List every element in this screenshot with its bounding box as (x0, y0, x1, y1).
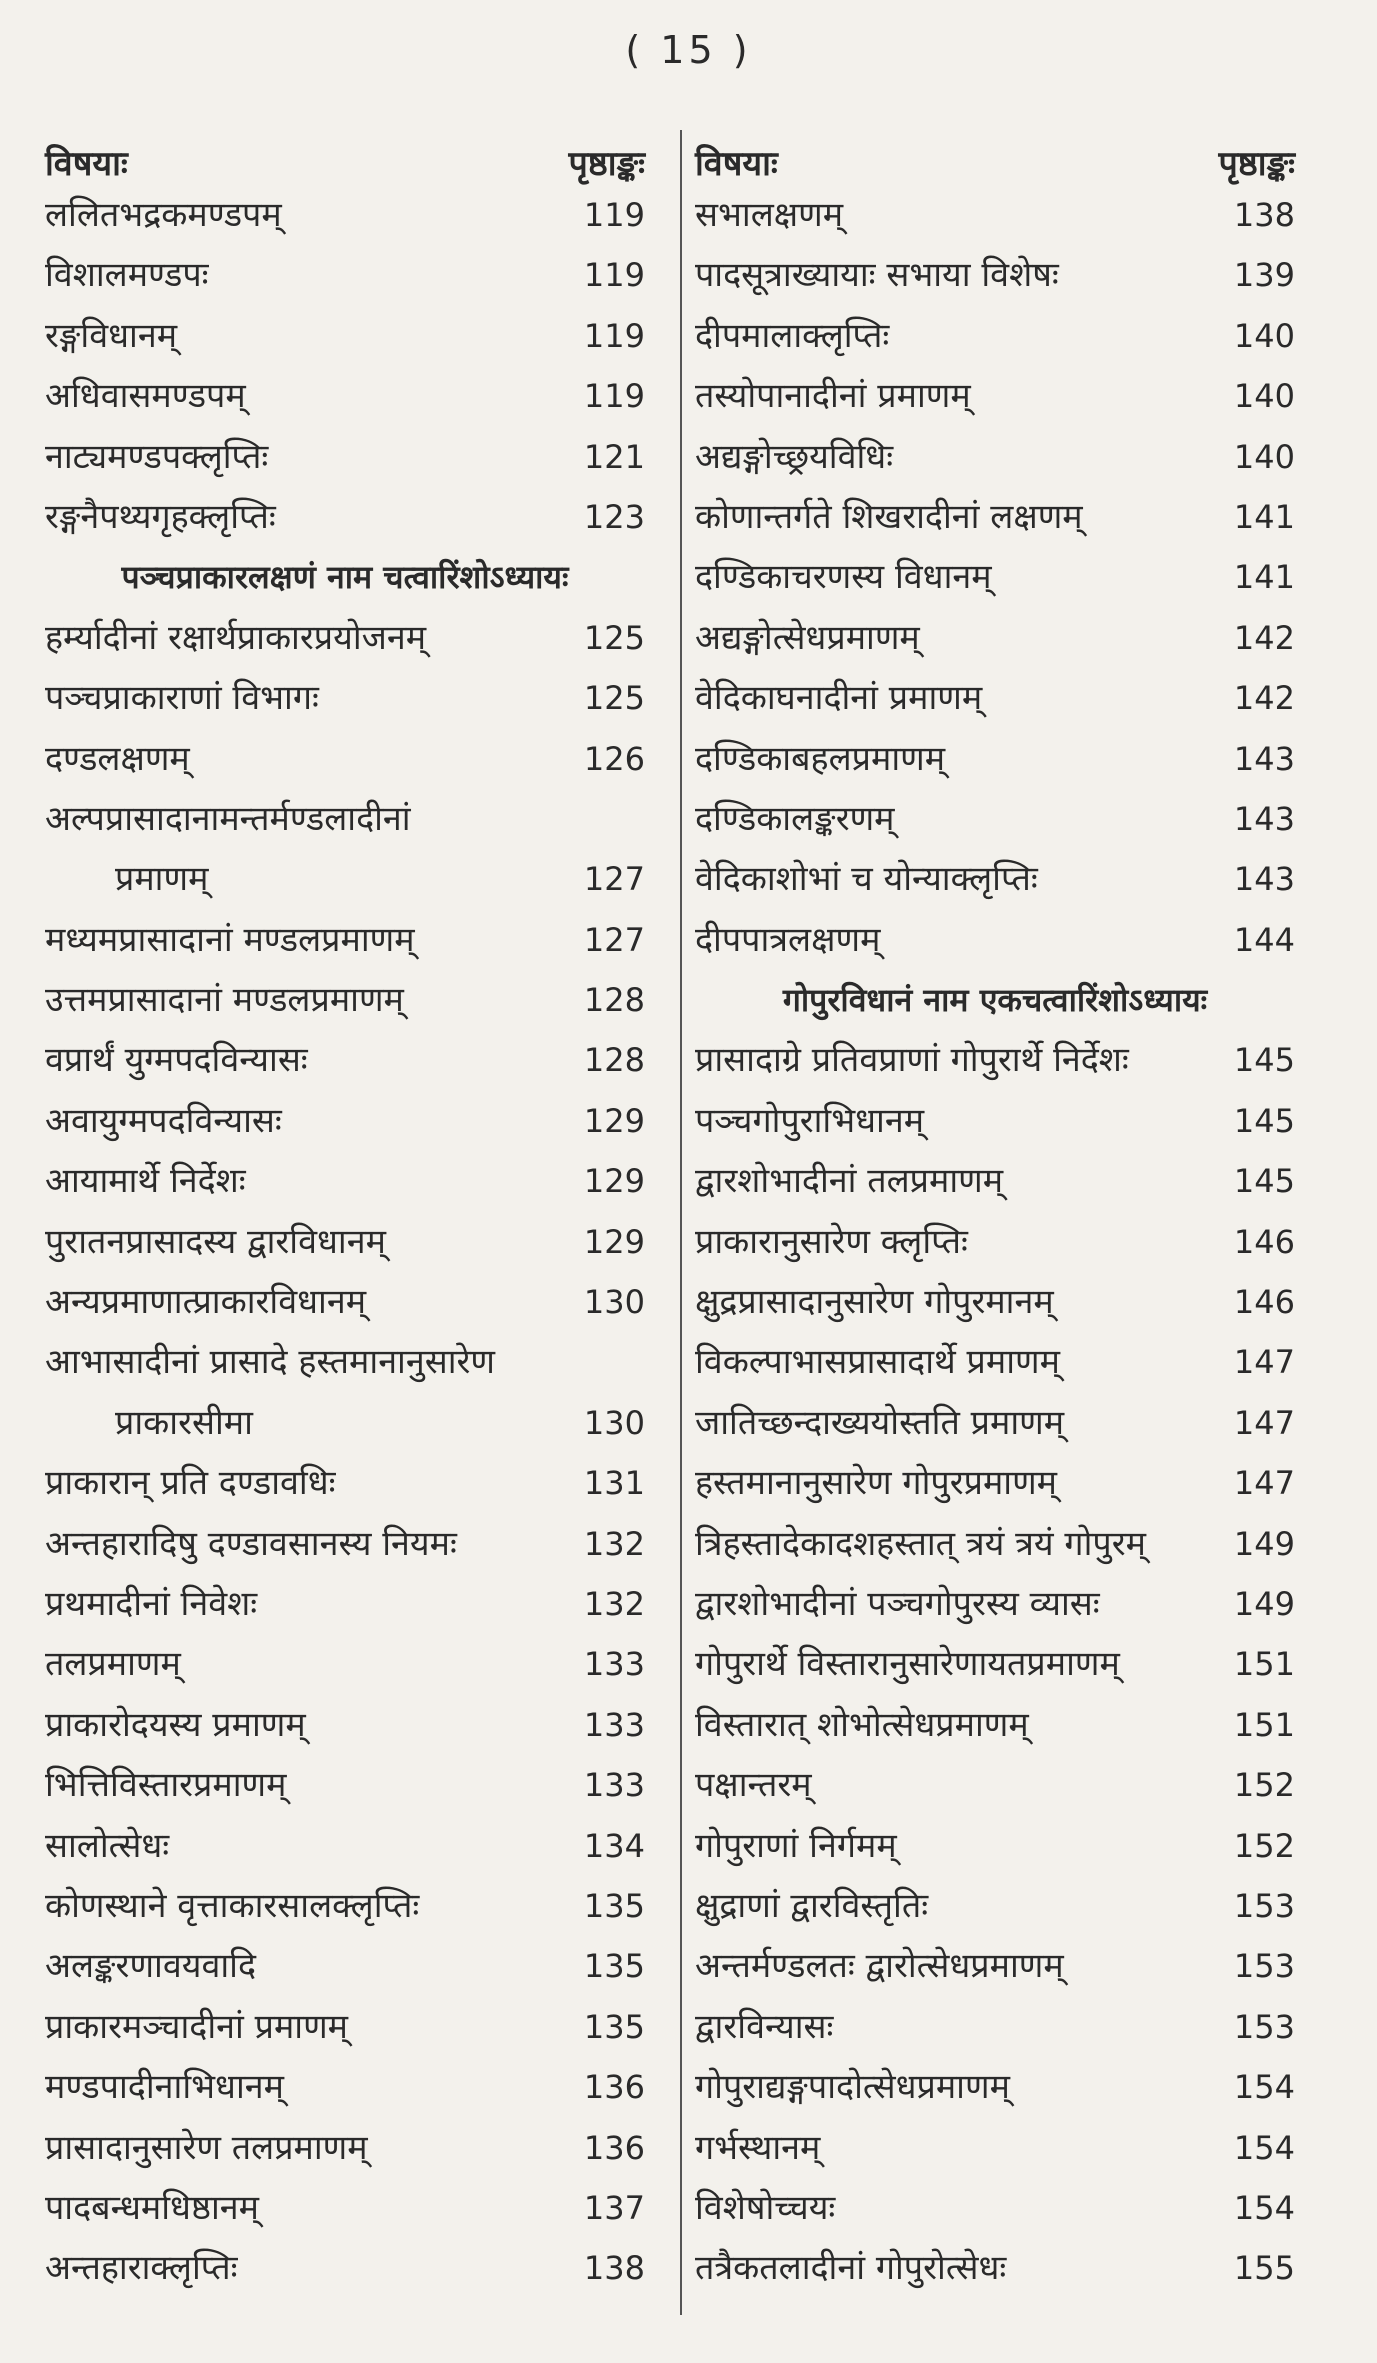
toc-entry (45, 1151, 645, 1211)
entry-title: प्राकारसीमा (115, 1402, 253, 1443)
entry-page-number: 136 (583, 2128, 645, 2167)
entry-page-number: 119 (583, 316, 645, 355)
entry-page-number: 119 (583, 256, 645, 295)
toc-entry (45, 1695, 645, 1755)
entry-title: अवायुग्मपदविन्यासः (45, 1100, 282, 1141)
entry-title: अन्तहाराक्लृप्तिः (45, 2248, 238, 2289)
entry-title: सभालक्षणम् (695, 195, 844, 235)
toc-entry (45, 970, 645, 1030)
toc-entry (695, 1151, 1295, 1211)
toc-entry (45, 1393, 645, 1453)
toc-entry (695, 487, 1295, 547)
entry-title: पञ्चगोपुराभिधानम् (695, 1100, 925, 1141)
entry-page-number: 119 (583, 196, 645, 234)
toc-entry (45, 1212, 645, 1272)
entry-title: अद्यङ्गोच्छ्रयविधिः (695, 436, 894, 477)
toc-entry (695, 245, 1295, 305)
entry-title: गोपुराणां निर्गमम् (695, 1825, 897, 1866)
toc-entry (45, 1816, 645, 1876)
entry-page-number: 147 (1233, 1403, 1295, 1442)
entry-title: तत्रैकतलादीनां गोपुरोत्सेधः (695, 2248, 1007, 2289)
entry-page-number: 138 (1233, 196, 1295, 234)
toc-entry (695, 2178, 1295, 2238)
entry-title: अद्यङ्गोत्सेधप्रमाणम् (695, 617, 920, 658)
toc-entry (45, 2238, 645, 2298)
toc-entry (695, 1816, 1295, 1876)
toc-entry (45, 366, 645, 426)
entry-page-number: 133 (583, 1705, 645, 1744)
entry-page-number: 129 (583, 1101, 645, 1140)
toc-entry (695, 306, 1295, 366)
entry-title: गोपुरार्थे विस्तारानुसारेणायतप्रमाणम् (695, 1644, 1120, 1685)
entry-page-number: 149 (1233, 1524, 1295, 1563)
toc-entry (695, 1030, 1295, 1090)
toc-entry (695, 1212, 1295, 1272)
toc-entry (695, 1936, 1295, 1996)
toc-entry (695, 2238, 1295, 2298)
entry-title: वेदिकाघनादीनां प्रमाणम् (695, 678, 983, 719)
entry-page-number: 153 (1233, 2007, 1295, 2046)
entry-title: अन्तर्मण्डलतः द्वारोत्सेधप्रमाणम् (695, 1946, 1064, 1987)
page-heading: पृष्ठाङ्कः (568, 144, 645, 184)
entry-page-number: 132 (583, 1524, 645, 1563)
entry-title: दीपमालाक्लृप्तिः (695, 315, 890, 356)
entry-page-number: 154 (1233, 2188, 1295, 2227)
toc-entry (695, 1514, 1295, 1574)
entry-title: गर्भस्थानम् (695, 2127, 821, 2168)
left-entries (45, 185, 645, 2299)
entry-page-number: 123 (583, 497, 645, 536)
entry-title: दण्डिकाबहलप्रमाणम् (695, 738, 946, 779)
entry-title: तलप्रमाणम् (45, 1644, 181, 1685)
entry-page-number: 130 (583, 1403, 645, 1442)
entry-page-number: 119 (583, 377, 645, 416)
entry-page-number: 143 (1233, 799, 1295, 838)
entry-page-number: 125 (583, 679, 645, 718)
toc-entry (45, 1634, 645, 1694)
entry-title: प्रथमादीनां निवेशः (45, 1583, 258, 1624)
entry-title: दण्डिकालङ्करणम् (695, 798, 895, 839)
entry-title: प्राकारोदयस्य प्रमाणम् (45, 1704, 306, 1745)
toc-entry (695, 1695, 1295, 1755)
entry-page-number: 141 (1233, 558, 1295, 597)
entry-title: प्रमाणम् (115, 859, 209, 900)
toc-entry (45, 487, 645, 547)
entry-page-number: 125 (583, 618, 645, 657)
entry-page-number: 152 (1233, 1766, 1295, 1805)
entry-title: मध्यमप्रासादानां मण्डलप्रमाणम् (45, 919, 415, 960)
toc-entry (45, 789, 645, 849)
entry-title: वप्रार्थं युग्मपदविन्यासः (45, 1040, 308, 1081)
entry-title: अन्तहारादिषु दण्डावसानस्य नियमः (45, 1523, 457, 1564)
entry-title: मण्डपादीनाभिधानम् (45, 2067, 284, 2108)
toc-entry (695, 185, 1295, 245)
entry-page-number: 153 (1233, 1886, 1295, 1925)
entry-title: द्वारशोभादीनां पञ्चगोपुरस्य व्यासः (695, 1583, 1100, 1624)
toc-entry (695, 1393, 1295, 1453)
chapter-heading (695, 970, 1295, 1030)
entry-page-number: 127 (583, 860, 645, 899)
entry-page-number: 143 (1233, 860, 1295, 899)
entry-title: आयामार्थे निर्देशः (45, 1161, 246, 1202)
entry-title: कोणान्तर्गते शिखरादीनां लक्षणम् (695, 496, 1083, 537)
entry-title: पञ्चप्राकाराणां विभागः (45, 678, 319, 719)
entry-title: तस्योपानादीनां प्रमाणम् (695, 376, 971, 417)
entry-title: क्षुद्रप्रासादानुसारेण गोपुरमानम् (695, 1282, 1054, 1323)
toc-entry (695, 1453, 1295, 1513)
toc-entry (695, 1876, 1295, 1936)
entry-page-number: 128 (583, 1041, 645, 1080)
entry-page-number: 154 (1233, 2068, 1295, 2107)
toc-entry (695, 366, 1295, 426)
entry-page-number: 147 (1233, 1464, 1295, 1503)
entry-title: सालोत्सेधः (45, 1825, 170, 1866)
toc-entry (45, 729, 645, 789)
entry-title: द्वारशोभादीनां तलप्रमाणम् (695, 1161, 1004, 1202)
entry-page-number: 145 (1233, 1041, 1295, 1080)
entry-title: प्राकारान् प्रति दण्डावधिः (45, 1463, 336, 1504)
toc-entry (45, 245, 645, 305)
entry-page-number: 147 (1233, 1343, 1295, 1382)
toc-entry (45, 306, 645, 366)
entry-title: प्रासादानुसारेण तलप्रमाणम् (45, 2127, 368, 2168)
entry-page-number: 130 (583, 1283, 645, 1322)
toc-entry (45, 1272, 645, 1332)
toc-entry (695, 1755, 1295, 1815)
toc-entry (45, 668, 645, 728)
toc-entry (695, 789, 1295, 849)
toc-entry (695, 427, 1295, 487)
toc-entry (45, 2178, 645, 2238)
toc-entry (695, 910, 1295, 970)
toc-entry (695, 729, 1295, 789)
entry-title: पुरातनप्रासादस्य द्वारविधानम् (45, 1221, 386, 1262)
entry-page-number: 135 (583, 1886, 645, 1925)
entry-title: आभासादीनां प्रासादे हस्तमानानुसारेण (45, 1342, 496, 1383)
entry-title: वेदिकाशोभां च योन्याक्लृप्तिः (695, 859, 1038, 900)
left-column (45, 133, 645, 2318)
toc-entry (695, 1091, 1295, 1151)
toc-entry (45, 185, 645, 245)
right-entries (695, 185, 1295, 2299)
toc-entry (695, 608, 1295, 668)
entry-page-number: 149 (1233, 1584, 1295, 1623)
entry-page-number: 138 (583, 2249, 645, 2288)
entry-page-number: 135 (583, 2007, 645, 2046)
entry-page-number: 140 (1233, 377, 1295, 416)
entry-page-number: 140 (1233, 316, 1295, 355)
entry-title: विशेषोच्चयः (695, 2187, 836, 2228)
chapter-title: गोपुरविधानं नाम एकचत्वारिंशोऽध्यायः (782, 981, 1208, 1020)
entry-title: प्राकारानुसारेण क्लृप्तिः (695, 1221, 968, 1262)
entry-page-number: 126 (583, 739, 645, 778)
entry-page-number: 132 (583, 1584, 645, 1623)
entry-title: प्राकारमञ्चादीनां प्रमाणम् (45, 2006, 349, 2047)
toc-entry (695, 1332, 1295, 1392)
entry-title: विशालमण्डपः (45, 255, 209, 296)
entry-title: दण्डलक्षणम् (45, 738, 190, 779)
entry-title: अल्पप्रासादानामन्तर्मण्डलादीनां (45, 798, 411, 839)
entry-title: नाट्यमण्डपक्लृप्तिः (45, 436, 269, 477)
entry-page-number: 151 (1233, 1705, 1295, 1744)
entry-title: रङ्गनैपथ्यगृहक्लृप्तिः (45, 496, 276, 537)
entry-page-number: 129 (583, 1162, 645, 1201)
entry-page-number: 128 (583, 981, 645, 1020)
entry-title: पक्षान्तरम् (695, 1765, 812, 1806)
right-column (695, 133, 1295, 2318)
entry-page-number: 155 (1233, 2249, 1295, 2288)
toc-entry (45, 1030, 645, 1090)
entry-title: विस्तारात् शोभोत्सेधप्रमाणम् (695, 1704, 1029, 1745)
toc-entry (45, 1876, 645, 1936)
entry-page-number: 142 (1233, 679, 1295, 718)
toc-entry (45, 1091, 645, 1151)
toc-entry (45, 1453, 645, 1513)
toc-entry (45, 849, 645, 909)
entry-title: द्वारविन्यासः (695, 2006, 834, 2047)
entry-title: अलङ्करणावयवादि (45, 1946, 257, 1987)
subject-heading: विषयाः (695, 144, 778, 184)
entry-page-number: 144 (1233, 920, 1295, 959)
right-header (695, 133, 1295, 185)
toc-entry (45, 1332, 645, 1392)
entry-title: दण्डिकाचरणस्य विधानम् (695, 557, 992, 598)
toc-entry (45, 608, 645, 668)
chapter-heading (45, 547, 645, 607)
entry-title: जातिच्छन्दाख्ययोस्तति प्रमाणम् (695, 1402, 1065, 1443)
entry-page-number: 143 (1233, 739, 1295, 778)
toc-entry (695, 2057, 1295, 2117)
toc-entry (695, 1272, 1295, 1332)
entry-title: पादबन्धमधिष्ठानम् (45, 2187, 259, 2228)
chapter-title: पञ्चप्राकारलक्षणं नाम चत्वारिंशोऽध्यायः (121, 558, 569, 597)
entry-title: गोपुराद्यङ्गपादोत्सेधप्रमाणम् (695, 2067, 1010, 2108)
toc-entry (45, 2057, 645, 2117)
entry-page-number: 136 (583, 2068, 645, 2107)
toc-entry (45, 2118, 645, 2178)
subject-heading: विषयाः (45, 144, 128, 184)
entry-page-number: 146 (1233, 1283, 1295, 1322)
entry-title: दीपपात्रलक्षणम् (695, 919, 881, 960)
entry-page-number: 145 (1233, 1101, 1295, 1140)
toc-entry (695, 1574, 1295, 1634)
entry-page-number: 135 (583, 1947, 645, 1986)
entry-title: भित्तिविस्तारप्रमाणम् (45, 1765, 287, 1806)
entry-title: क्षुद्राणां द्वारविस्तृतिः (695, 1885, 929, 1926)
toc-entry (45, 1936, 645, 1996)
page-number: ( 15 ) (625, 28, 752, 72)
entry-page-number: 121 (583, 437, 645, 476)
entry-page-number: 151 (1233, 1645, 1295, 1684)
entry-page-number: 131 (583, 1464, 645, 1503)
entry-page-number: 140 (1233, 437, 1295, 476)
toc-entry (45, 1755, 645, 1815)
toc-entry (695, 849, 1295, 909)
entry-page-number: 146 (1233, 1222, 1295, 1261)
toc-entry (695, 1997, 1295, 2057)
entry-page-number: 133 (583, 1645, 645, 1684)
entry-title: कोणस्थाने वृत्ताकारसालक्लृप्तिः (45, 1885, 420, 1926)
toc-entry (695, 2118, 1295, 2178)
entry-page-number: 153 (1233, 1947, 1295, 1986)
toc-entry (695, 1634, 1295, 1694)
toc-entry (45, 910, 645, 970)
entry-page-number: 133 (583, 1766, 645, 1805)
entry-title: अन्यप्रमाणात्प्राकारविधानम् (45, 1282, 367, 1323)
entry-page-number: 154 (1233, 2128, 1295, 2167)
entry-page-number: 141 (1233, 497, 1295, 536)
entry-title: अधिवासमण्डपम् (45, 376, 246, 417)
toc-entry (695, 668, 1295, 728)
entry-title: हर्म्यादीनां रक्षार्थप्राकारप्रयोजनम् (45, 617, 427, 658)
toc-entry (45, 1514, 645, 1574)
entry-title: त्रिहस्तादेकादशहस्तात् त्रयं त्रयं गोपुरम् (695, 1523, 1146, 1564)
entry-page-number: 139 (1233, 256, 1295, 295)
entry-page-number: 145 (1233, 1162, 1295, 1201)
entry-page-number: 134 (583, 1826, 645, 1865)
entry-title: रङ्गविधानम् (45, 315, 178, 356)
toc-entry (45, 1997, 645, 2057)
column-divider (680, 130, 682, 2315)
entry-page-number: 137 (583, 2188, 645, 2227)
entry-title: ललितभद्रकमण्डपम् (45, 195, 282, 235)
entry-title: विकल्पाभासप्रासादार्थे प्रमाणम् (695, 1342, 1060, 1383)
entry-page-number: 129 (583, 1222, 645, 1261)
entry-title: उत्तमप्रासादानां मण्डलप्रमाणम् (45, 980, 404, 1021)
entry-page-number: 152 (1233, 1826, 1295, 1865)
entry-page-number: 142 (1233, 618, 1295, 657)
toc-entry (45, 1574, 645, 1634)
entry-title: हस्तमानानुसारेण गोपुरप्रमाणम् (695, 1463, 1057, 1504)
toc-entry (45, 427, 645, 487)
entry-title: पादसूत्राख्यायाः सभाया विशेषः (695, 255, 1059, 296)
toc-entry (695, 547, 1295, 607)
entry-title: प्रासादाग्रे प्रतिवप्राणां गोपुरार्थे निर्देशः (695, 1040, 1129, 1081)
left-header (45, 133, 645, 185)
entry-page-number: 127 (583, 920, 645, 959)
page-heading: पृष्ठाङ्कः (1218, 144, 1295, 184)
